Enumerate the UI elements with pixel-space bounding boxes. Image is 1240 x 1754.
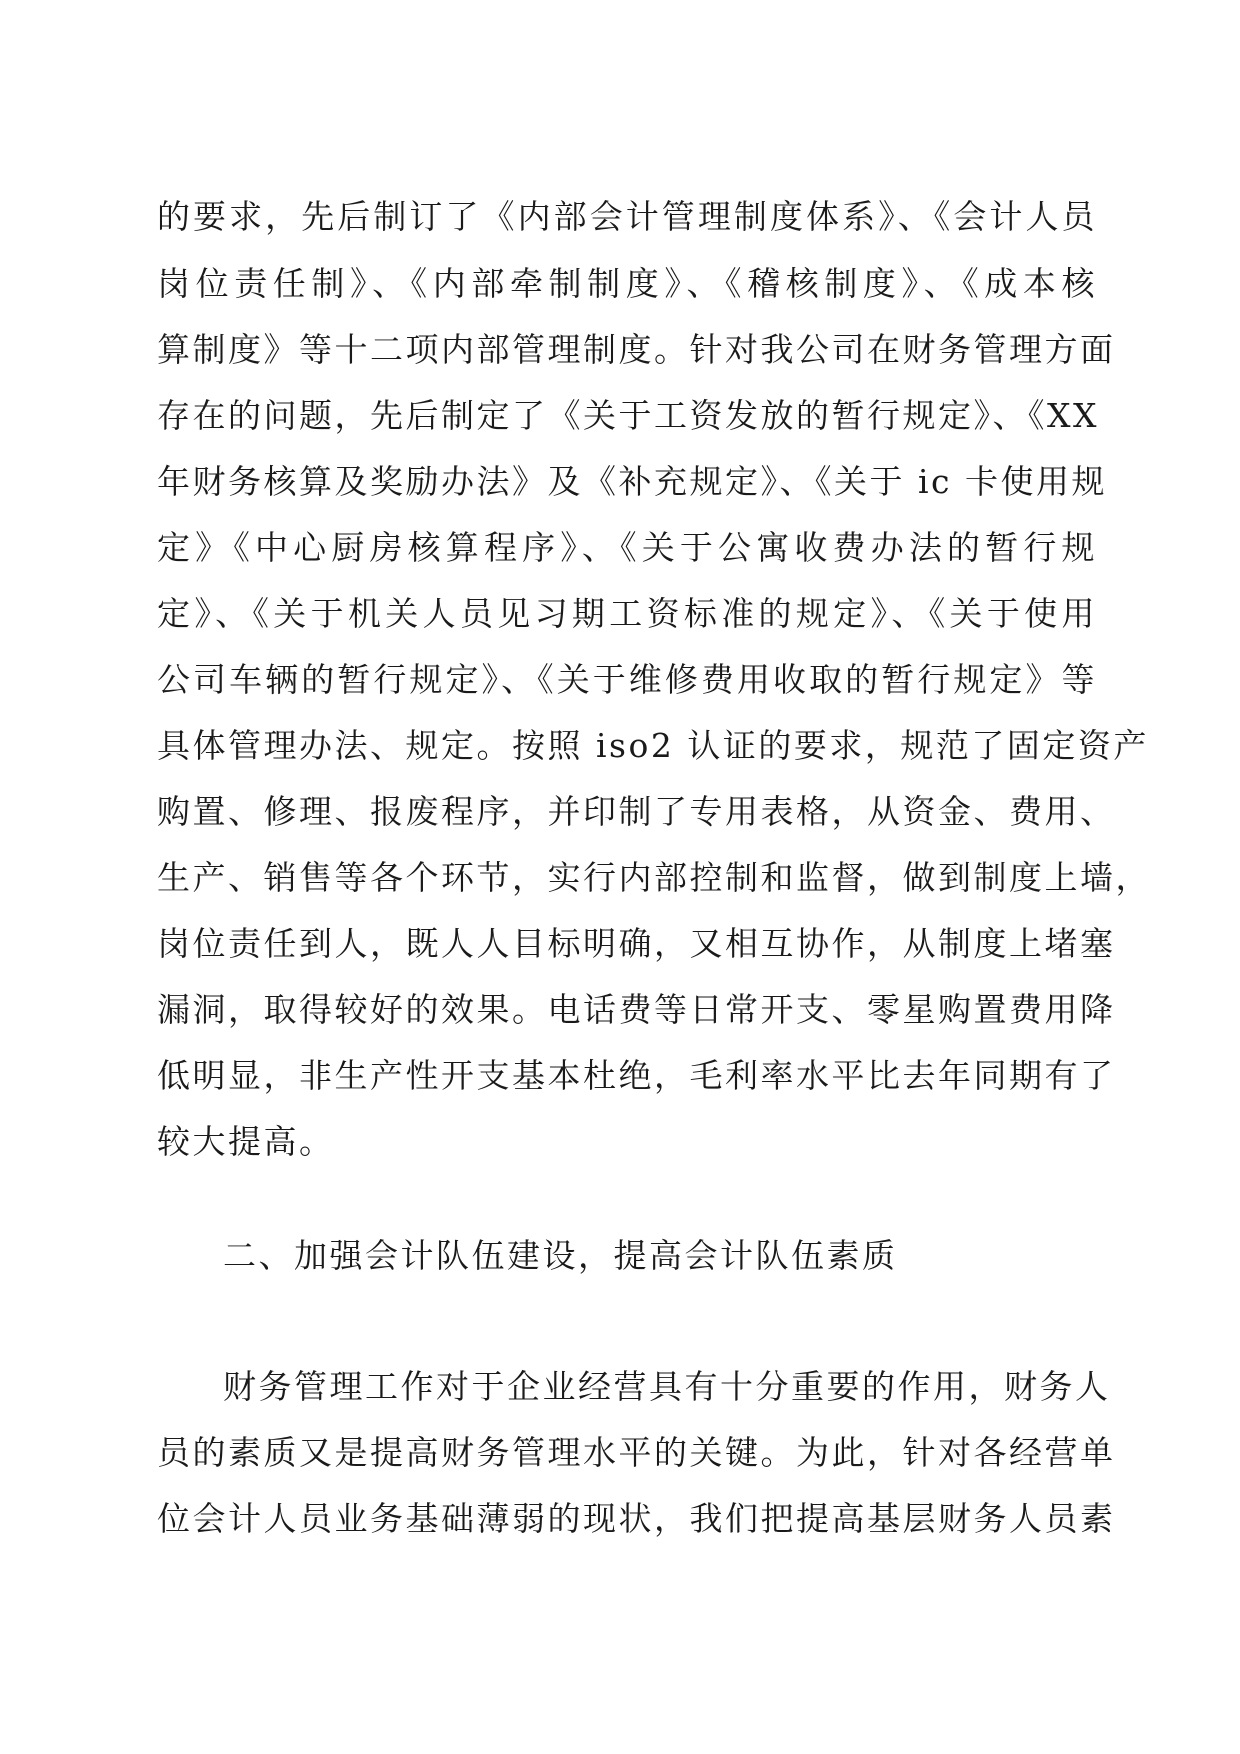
section-heading: 二、加强会计队伍建设，提高会计队伍素质: [223, 1236, 898, 1275]
paragraph-line: 年财务核算及奖励办法》及《补充规定》、《关于 ic 卡使用规: [157, 462, 1108, 501]
paragraph-line: 具体管理办法、规定。按照 iso2 认证的要求，规范了固定资产: [157, 726, 1149, 765]
paragraph-line: 低明显，非生产性开支基本杜绝，毛利率水平比去年同期有了: [157, 1056, 1116, 1095]
paragraph-line: 位会计人员业务基础薄弱的现状，我们把提高基层财务人员素: [157, 1499, 1116, 1538]
paragraph-line: 漏洞，取得较好的效果。电话费等日常开支、零星购置费用降: [157, 990, 1116, 1029]
paragraph-line: 的要求，先后制订了《内部会计管理制度体系》、《会计人员: [157, 197, 1097, 236]
paragraph-line: 岗位责任到人，既人人目标明确，又相互协作，从制度上堵塞: [157, 924, 1116, 963]
paragraph-line: 定》、《关于机关人员见习期工资标准的规定》、《关于使用: [157, 594, 1097, 633]
paragraph-line-first: 财务管理工作对于企业经营具有十分重要的作用，财务人: [223, 1367, 1111, 1406]
paragraph-line: 员的素质又是提高财务管理水平的关键。为此，针对各经营单: [157, 1433, 1116, 1472]
paragraph-line: 公司车辆的暂行规定》、《关于维修费用收取的暂行规定》等: [157, 660, 1097, 699]
paragraph-line: 定》《中心厨房核算程序》、《关于公寓收费办法的暂行规: [157, 528, 1097, 567]
paragraph-line: 算制度》等十二项内部管理制度。针对我公司在财务管理方面: [157, 330, 1116, 369]
paragraph-line: 岗位责任制》、《内部牵制制度》、《稽核制度》、《成本核: [157, 264, 1097, 303]
paragraph-line: 购置、修理、报废程序，并印制了专用表格，从资金、费用、: [157, 792, 1116, 831]
paragraph-line: 存在的问题，先后制定了《关于工资发放的暂行规定》、《XX: [157, 396, 1099, 435]
paragraph-line: 生产、销售等各个环节，实行内部控制和监督，做到制度上墙，: [157, 858, 1151, 897]
paragraph-line-last: 较大提高。: [157, 1122, 335, 1161]
